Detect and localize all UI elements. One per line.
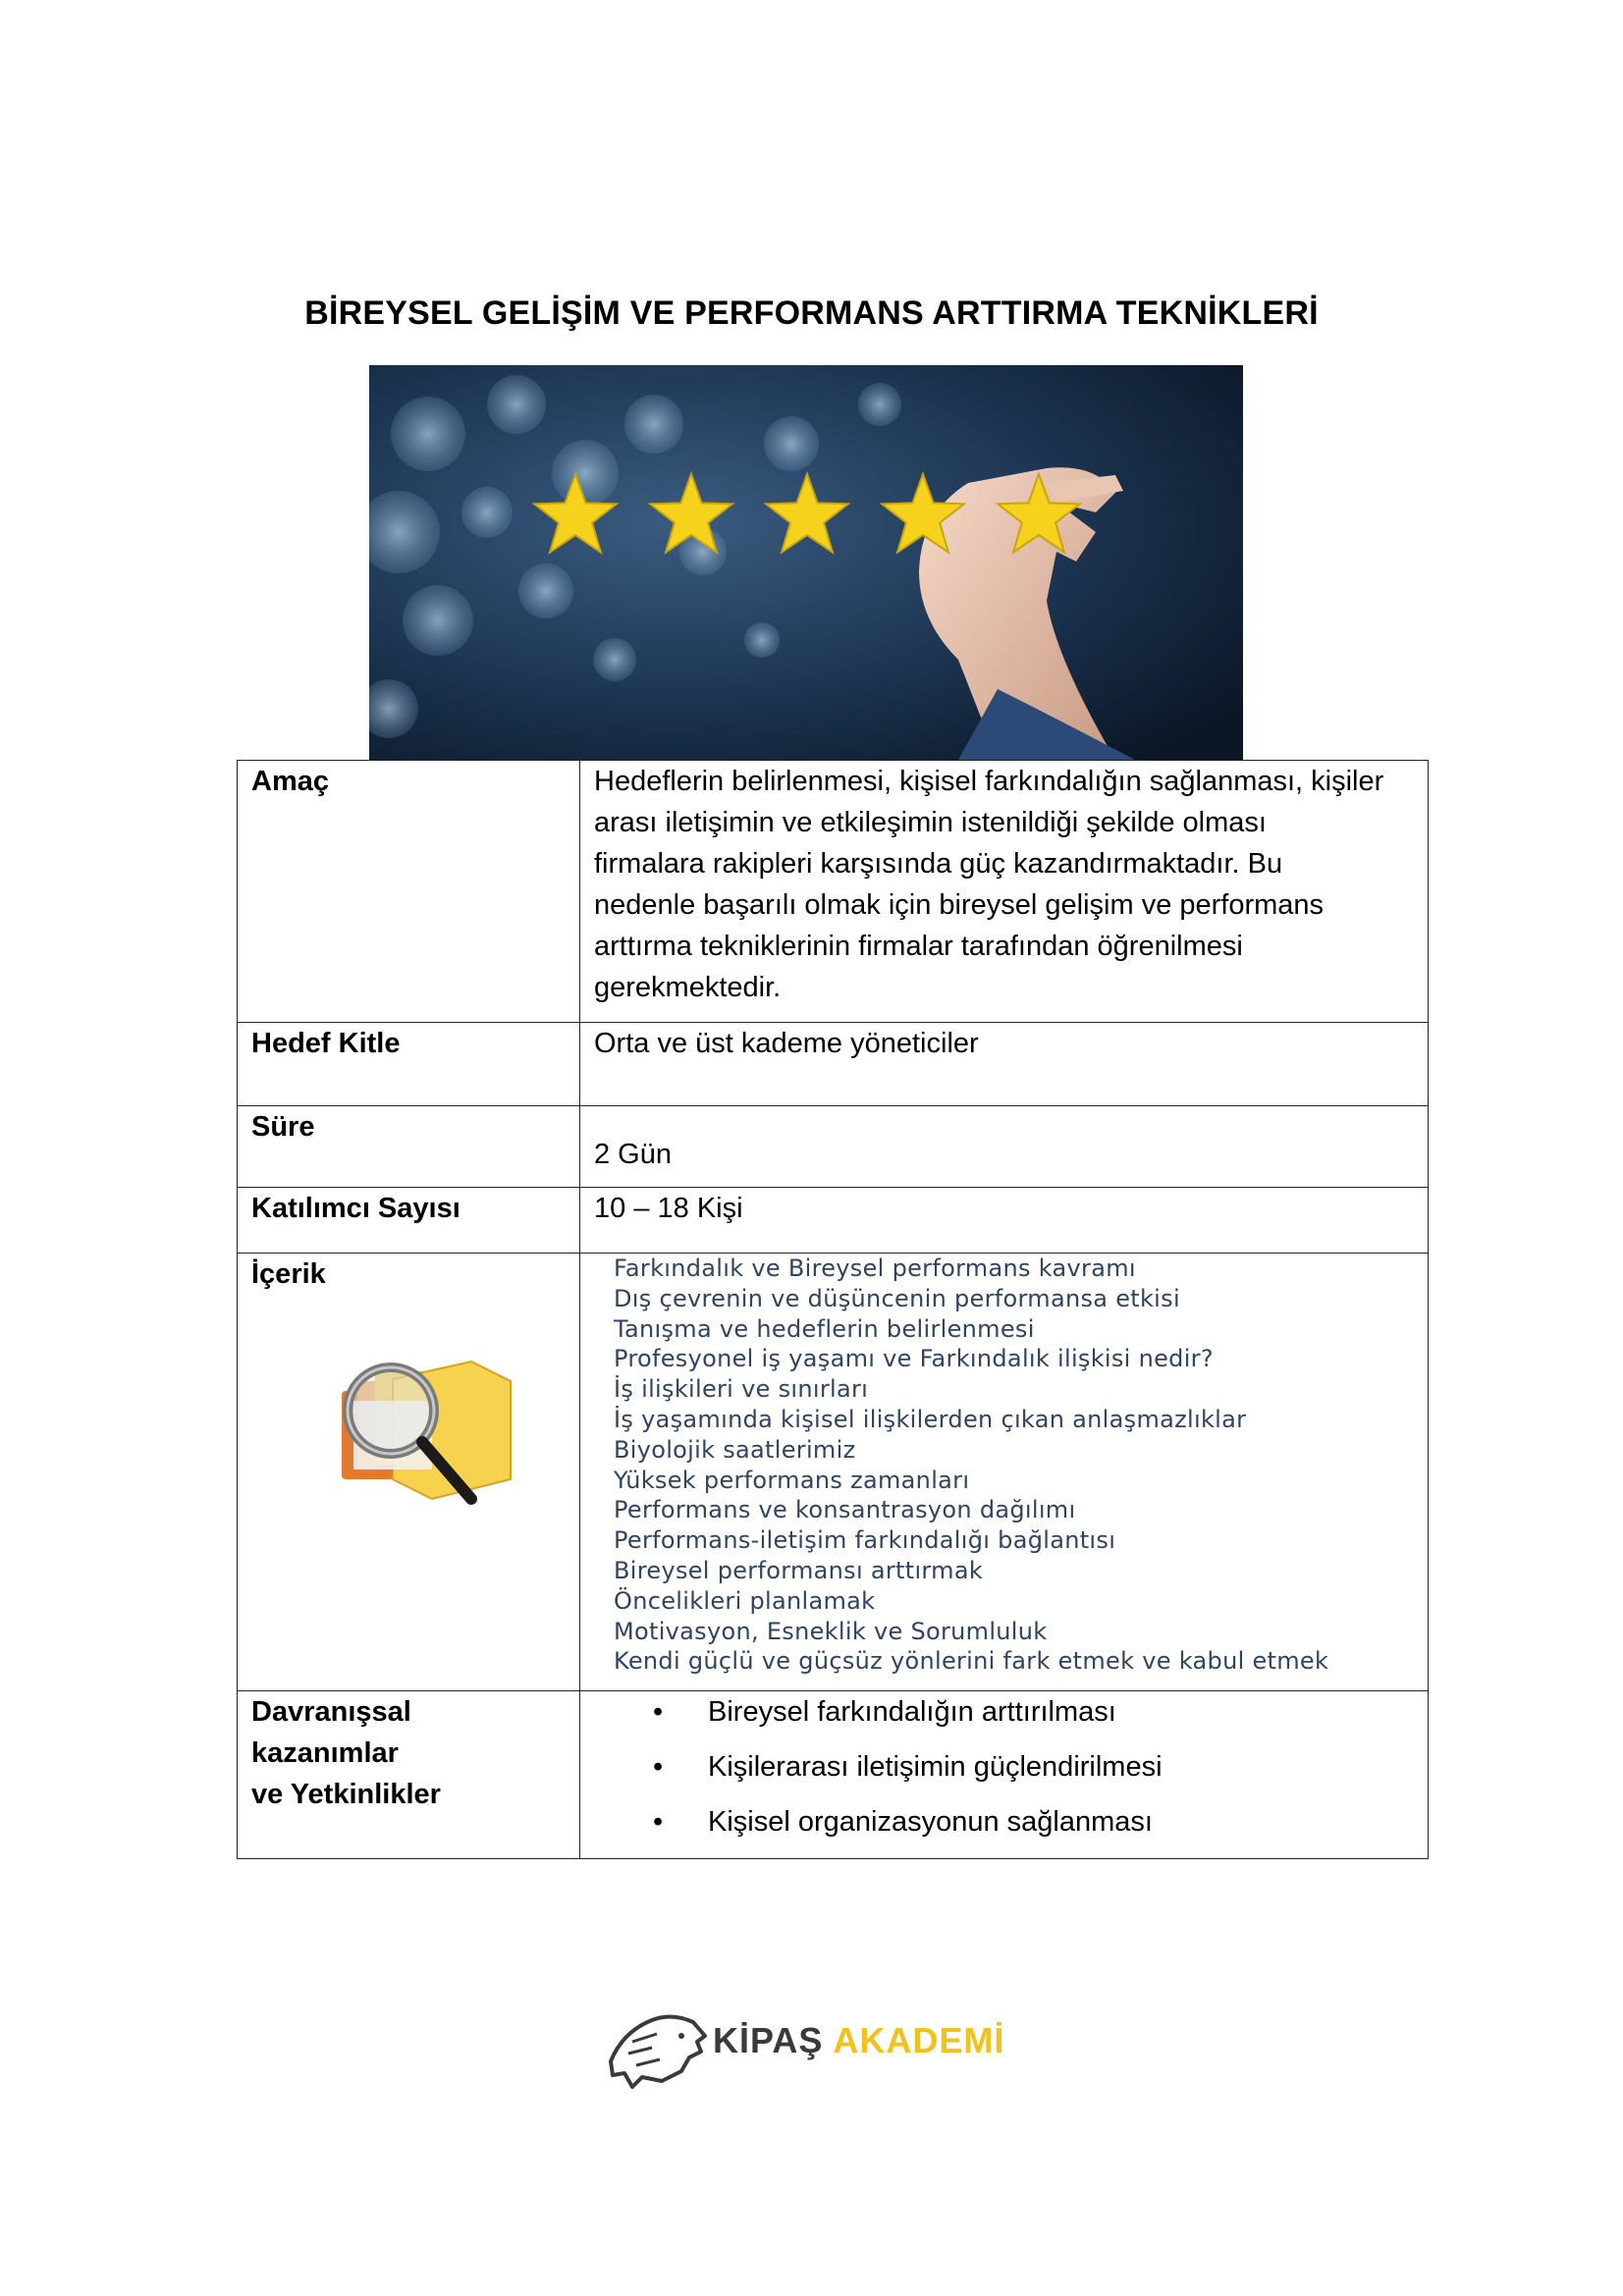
value-sure: 2 Gün	[594, 1139, 672, 1170]
amac-line: arttırma tekniklerinin firmalar tarafından öğrenilmesi	[594, 931, 1243, 962]
logo-text	[713, 2020, 1004, 2061]
lion-head-icon	[603, 2002, 711, 2091]
list-item: Bireysel performansı arttırmak	[614, 1556, 984, 1584]
row-katilimci	[238, 1188, 1429, 1254]
list-item: Profesyonel iş yaşamı ve Farkındalık ilişkisi nedir?	[614, 1345, 1214, 1373]
list-item: İş yaşamında kişisel ilişkilerden çıkan anlaşmazlıklar	[614, 1405, 1247, 1433]
outcome-text: Kişilerarası iletişimin güçlendirilmesi	[708, 1751, 1163, 1783]
list-item: Farkındalık ve Bireysel performans kavramı	[614, 1255, 1136, 1282]
label-icerik: İçerik	[251, 1258, 326, 1290]
label-kazanimlar-line: ve Yetkinlikler	[251, 1779, 441, 1810]
list-item: Biyolojik saatlerimiz	[614, 1435, 856, 1464]
bullet-icon: •	[653, 1806, 664, 1838]
folders-magnifier-icon	[324, 1342, 520, 1519]
list-item	[653, 1746, 1414, 1788]
amac-line: nedenle başarılı olmak için bireysel gelişim ve performans	[594, 889, 1325, 921]
outcome-text: Bireysel farkındalığın arttırılması	[708, 1696, 1116, 1728]
value-sure-cell	[580, 1106, 1429, 1188]
list-item	[653, 1691, 1414, 1733]
label-kazanimlar	[238, 1691, 580, 1859]
value-kazanimlar	[580, 1691, 1429, 1859]
value-amac	[580, 761, 1429, 1023]
label-kazanimlar-line: Davranışsal kazanımlar	[251, 1696, 411, 1769]
list-item: Performans ve konsantrasyon dağılımı	[614, 1496, 1076, 1524]
label-katilimci: Katılımcı Sayısı	[238, 1188, 580, 1254]
label-sure: Süre	[238, 1106, 580, 1188]
value-hedef-kitle: Orta ve üst kademe yöneticiler	[580, 1023, 1429, 1106]
kipas-akademi-logo	[603, 2002, 1015, 2091]
label-amac: Amaç	[238, 761, 580, 1023]
amac-line: firmalara rakipleri karşısında güç kazandırmaktadır. Bu	[594, 848, 1283, 880]
document-title: BİREYSEL GELİŞİM VE PERFORMANS ARTTIRMA TEKNİKLERİ	[304, 294, 1319, 332]
label-icerik-cell	[238, 1254, 580, 1691]
row-amac	[238, 761, 1429, 1023]
bullet-icon: •	[653, 1696, 664, 1728]
list-item: Performans-iletişim farkındalığı bağlantısı	[614, 1526, 1116, 1555]
list-item: İş ilişkileri ve sınırları	[614, 1375, 869, 1404]
bullet-icon: •	[653, 1751, 664, 1783]
list-item: Kendi güçlü ve güçsüz yönlerini fark etmek ve kabul etmek	[614, 1647, 1329, 1676]
label-hedef-kitle: Hedef Kitle	[238, 1023, 580, 1106]
outcomes-list	[594, 1691, 1414, 1842]
course-info-table	[237, 760, 1429, 1859]
hero-image	[369, 365, 1243, 760]
value-katilimci: 10 – 18 Kişi	[580, 1188, 1429, 1254]
row-icerik	[238, 1254, 1429, 1691]
list-item: Yüksek performans zamanları	[614, 1466, 970, 1494]
row-sure	[238, 1106, 1429, 1188]
list-item	[653, 1801, 1414, 1842]
outcome-text: Kişisel organizasyonun sağlanması	[708, 1806, 1153, 1838]
logo-word-kipas: KİPAŞ	[713, 2020, 824, 2060]
amac-line: arası iletişimin ve etkileşimin istenildiği şekilde olması	[594, 807, 1267, 838]
amac-line: gerekmektedir.	[594, 972, 782, 1003]
row-hedef-kitle	[238, 1023, 1429, 1106]
amac-line: Hedeflerin belirlenmesi, kişisel farkındalığın sağlanması, kişiler	[594, 766, 1384, 797]
list-item: Öncelikleri planlamak	[614, 1586, 876, 1615]
value-icerik	[580, 1254, 1429, 1691]
list-item: Tanışma ve hedeflerin belirlenmesi	[614, 1314, 1035, 1343]
logo-word-akademi: AKADEMİ	[833, 2020, 1005, 2060]
list-item: Dış çevrenin ve düşüncenin performansa etkisi	[614, 1284, 1180, 1312]
list-item: Motivasyon, Esneklik ve Sorumluluk	[614, 1617, 1048, 1645]
content-topics-list	[594, 1254, 1414, 1677]
row-kazanimlar	[238, 1691, 1429, 1859]
